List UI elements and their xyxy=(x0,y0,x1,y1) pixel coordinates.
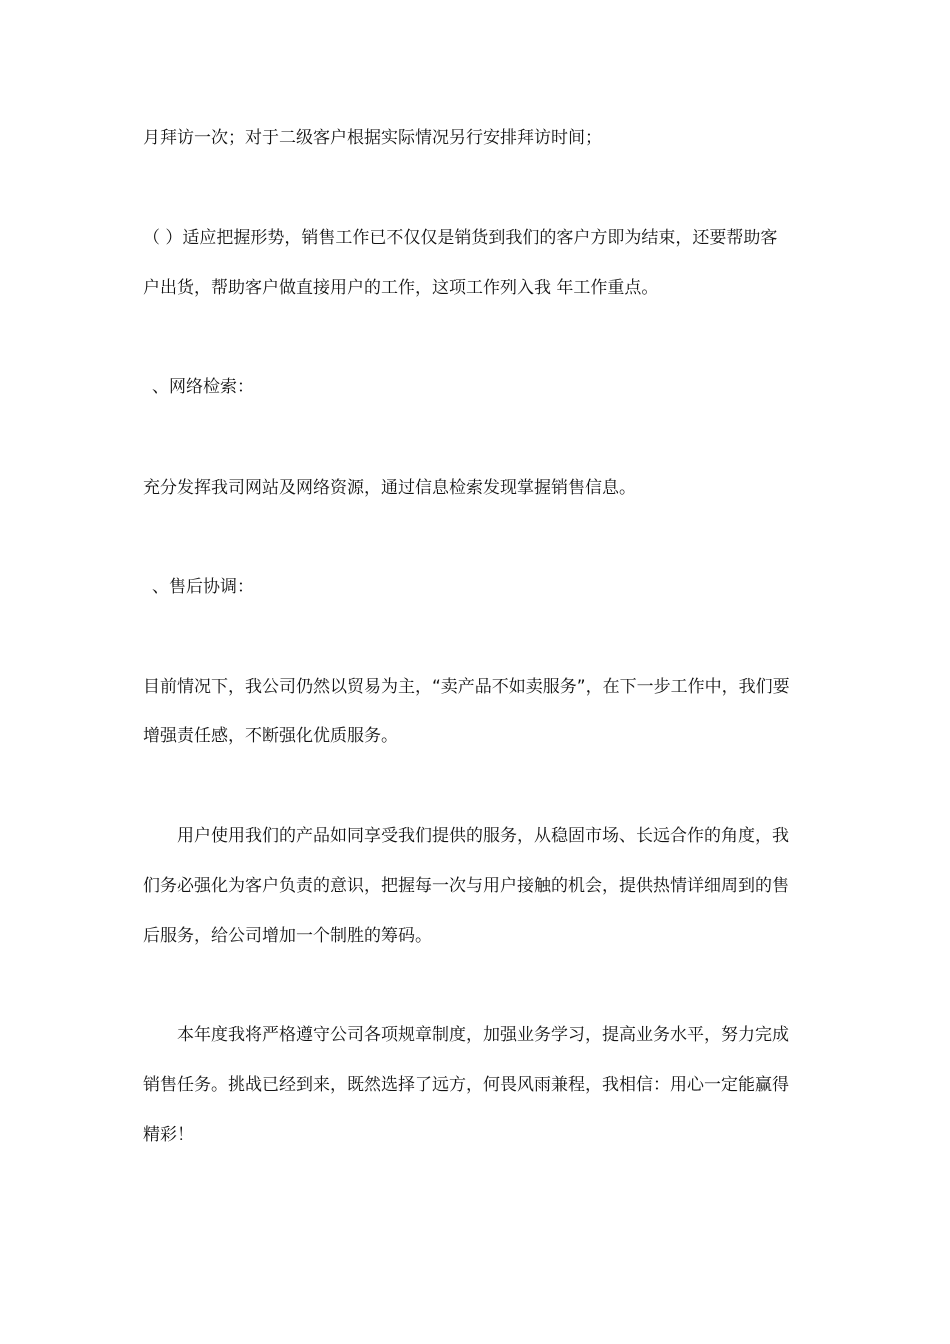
section-heading: 、网络检索： xyxy=(152,377,254,397)
paragraph-line: 销售任务。挑战已经到来，既然选择了远方，何畏风雨兼程，我相信：用心一定能赢得 xyxy=(143,1075,789,1095)
paragraph-line: 用户使用我们的产品如同享受我们提供的服务，从稳固市场、长远合作的角度，我 xyxy=(177,826,789,846)
paragraph-line: （ ）适应把握形势，销售工作已不仅仅是销货到我们的客户方即为结束，还要帮助客 xyxy=(143,228,778,248)
paragraph-line: 目前情况下，我公司仍然以贸易为主，“卖产品不如卖服务”，在下一步工作中，我们要 xyxy=(143,677,790,697)
paragraph-line: 月拜访一次；对于二级客户根据实际情况另行安排拜访时间； xyxy=(143,128,602,148)
paragraph-line: 后服务，给公司增加一个制胜的筹码。 xyxy=(143,926,432,946)
section-heading: 、售后协调： xyxy=(152,577,254,597)
paragraph-line: 户出货，帮助客户做直接用户的工作，这项工作列入我 年工作重点。 xyxy=(143,278,659,298)
paragraph-line: 增强责任感，不断强化优质服务。 xyxy=(143,726,398,746)
paragraph-line: 们务必强化为客户负责的意识，把握每一次与用户接触的机会，提供热情详细周到的售 xyxy=(143,876,789,896)
paragraph-line: 本年度我将严格遵守公司各项规章制度，加强业务学习，提高业务水平，努力完成 xyxy=(177,1025,789,1045)
paragraph-line: 精彩！ xyxy=(143,1125,194,1145)
paragraph-line: 充分发挥我司网站及网络资源，通过信息检索发现掌握销售信息。 xyxy=(143,478,636,498)
